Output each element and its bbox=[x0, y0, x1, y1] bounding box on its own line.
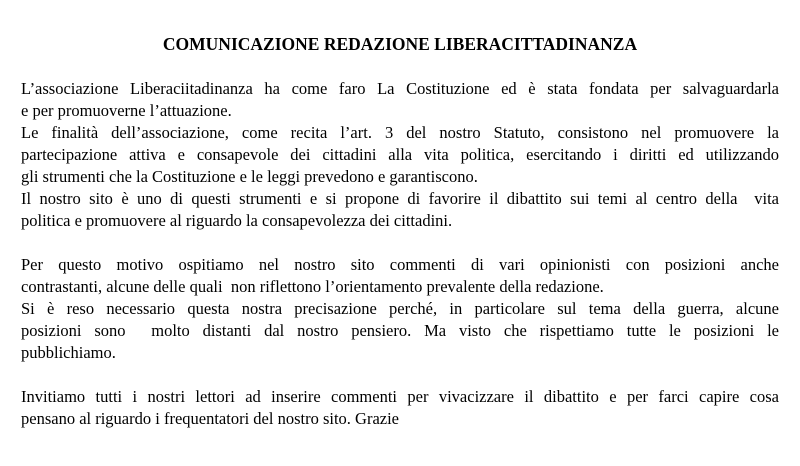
text-line: Il nostro sito è uno di questi strumenti e si propone di favorire il dibattito sui temi al centro della vita bbox=[21, 189, 779, 208]
text-line: Per questo motivo ospitiamo nel nostro sito commenti di vari opinionisti con posizioni anche bbox=[21, 255, 779, 274]
text-line: posizioni sono molto distanti dal nostro pensiero. Ma visto che rispettiamo tutte le posizioni le bbox=[21, 321, 779, 340]
text-line: gli strumenti che la Costituzione e le leggi prevedono e garantiscono. bbox=[21, 167, 478, 186]
document-title: COMUNICAZIONE REDAZIONE LIBERACITTADINANZA bbox=[162, 34, 638, 54]
text-line: Invitiamo tutti i nostri lettori ad inserire commenti per vivacizzare il dibattito e per farci capire cosa bbox=[21, 387, 779, 406]
paragraph-block-intro bbox=[21, 78, 779, 232]
text-line: partecipazione attiva e consapevole dei cittadini alla vita politica, esercitando i diritti ed utilizzando bbox=[21, 145, 779, 164]
text-line: contrastanti, alcune delle quali non riflettono l’orientamento prevalente della redazione. bbox=[21, 277, 604, 296]
text-line: Le finalità dell’associazione, come recita l’art. 3 del nostro Statuto, consistono nel promuovere la bbox=[21, 123, 779, 142]
text-line: pubblichiamo. bbox=[21, 343, 116, 362]
text-line: Si è reso necessario questa nostra precisazione perché, in particolare sul tema della guerra, alcune bbox=[21, 299, 779, 318]
text-line: e per promuoverne l’attuazione. bbox=[21, 101, 232, 120]
paragraph-block-precisazione bbox=[21, 254, 779, 364]
paragraph-block-invito bbox=[21, 386, 779, 430]
text-line: politica e promuovere al riguardo la consapevolezza dei cittadini. bbox=[21, 211, 453, 230]
text-line: L’associazione Liberaciitadinanza ha come faro La Costituzione ed è stata fondata per salvaguardarla bbox=[21, 79, 779, 98]
text-line: pensano al riguardo i frequentatori del nostro sito. Grazie bbox=[21, 409, 400, 428]
